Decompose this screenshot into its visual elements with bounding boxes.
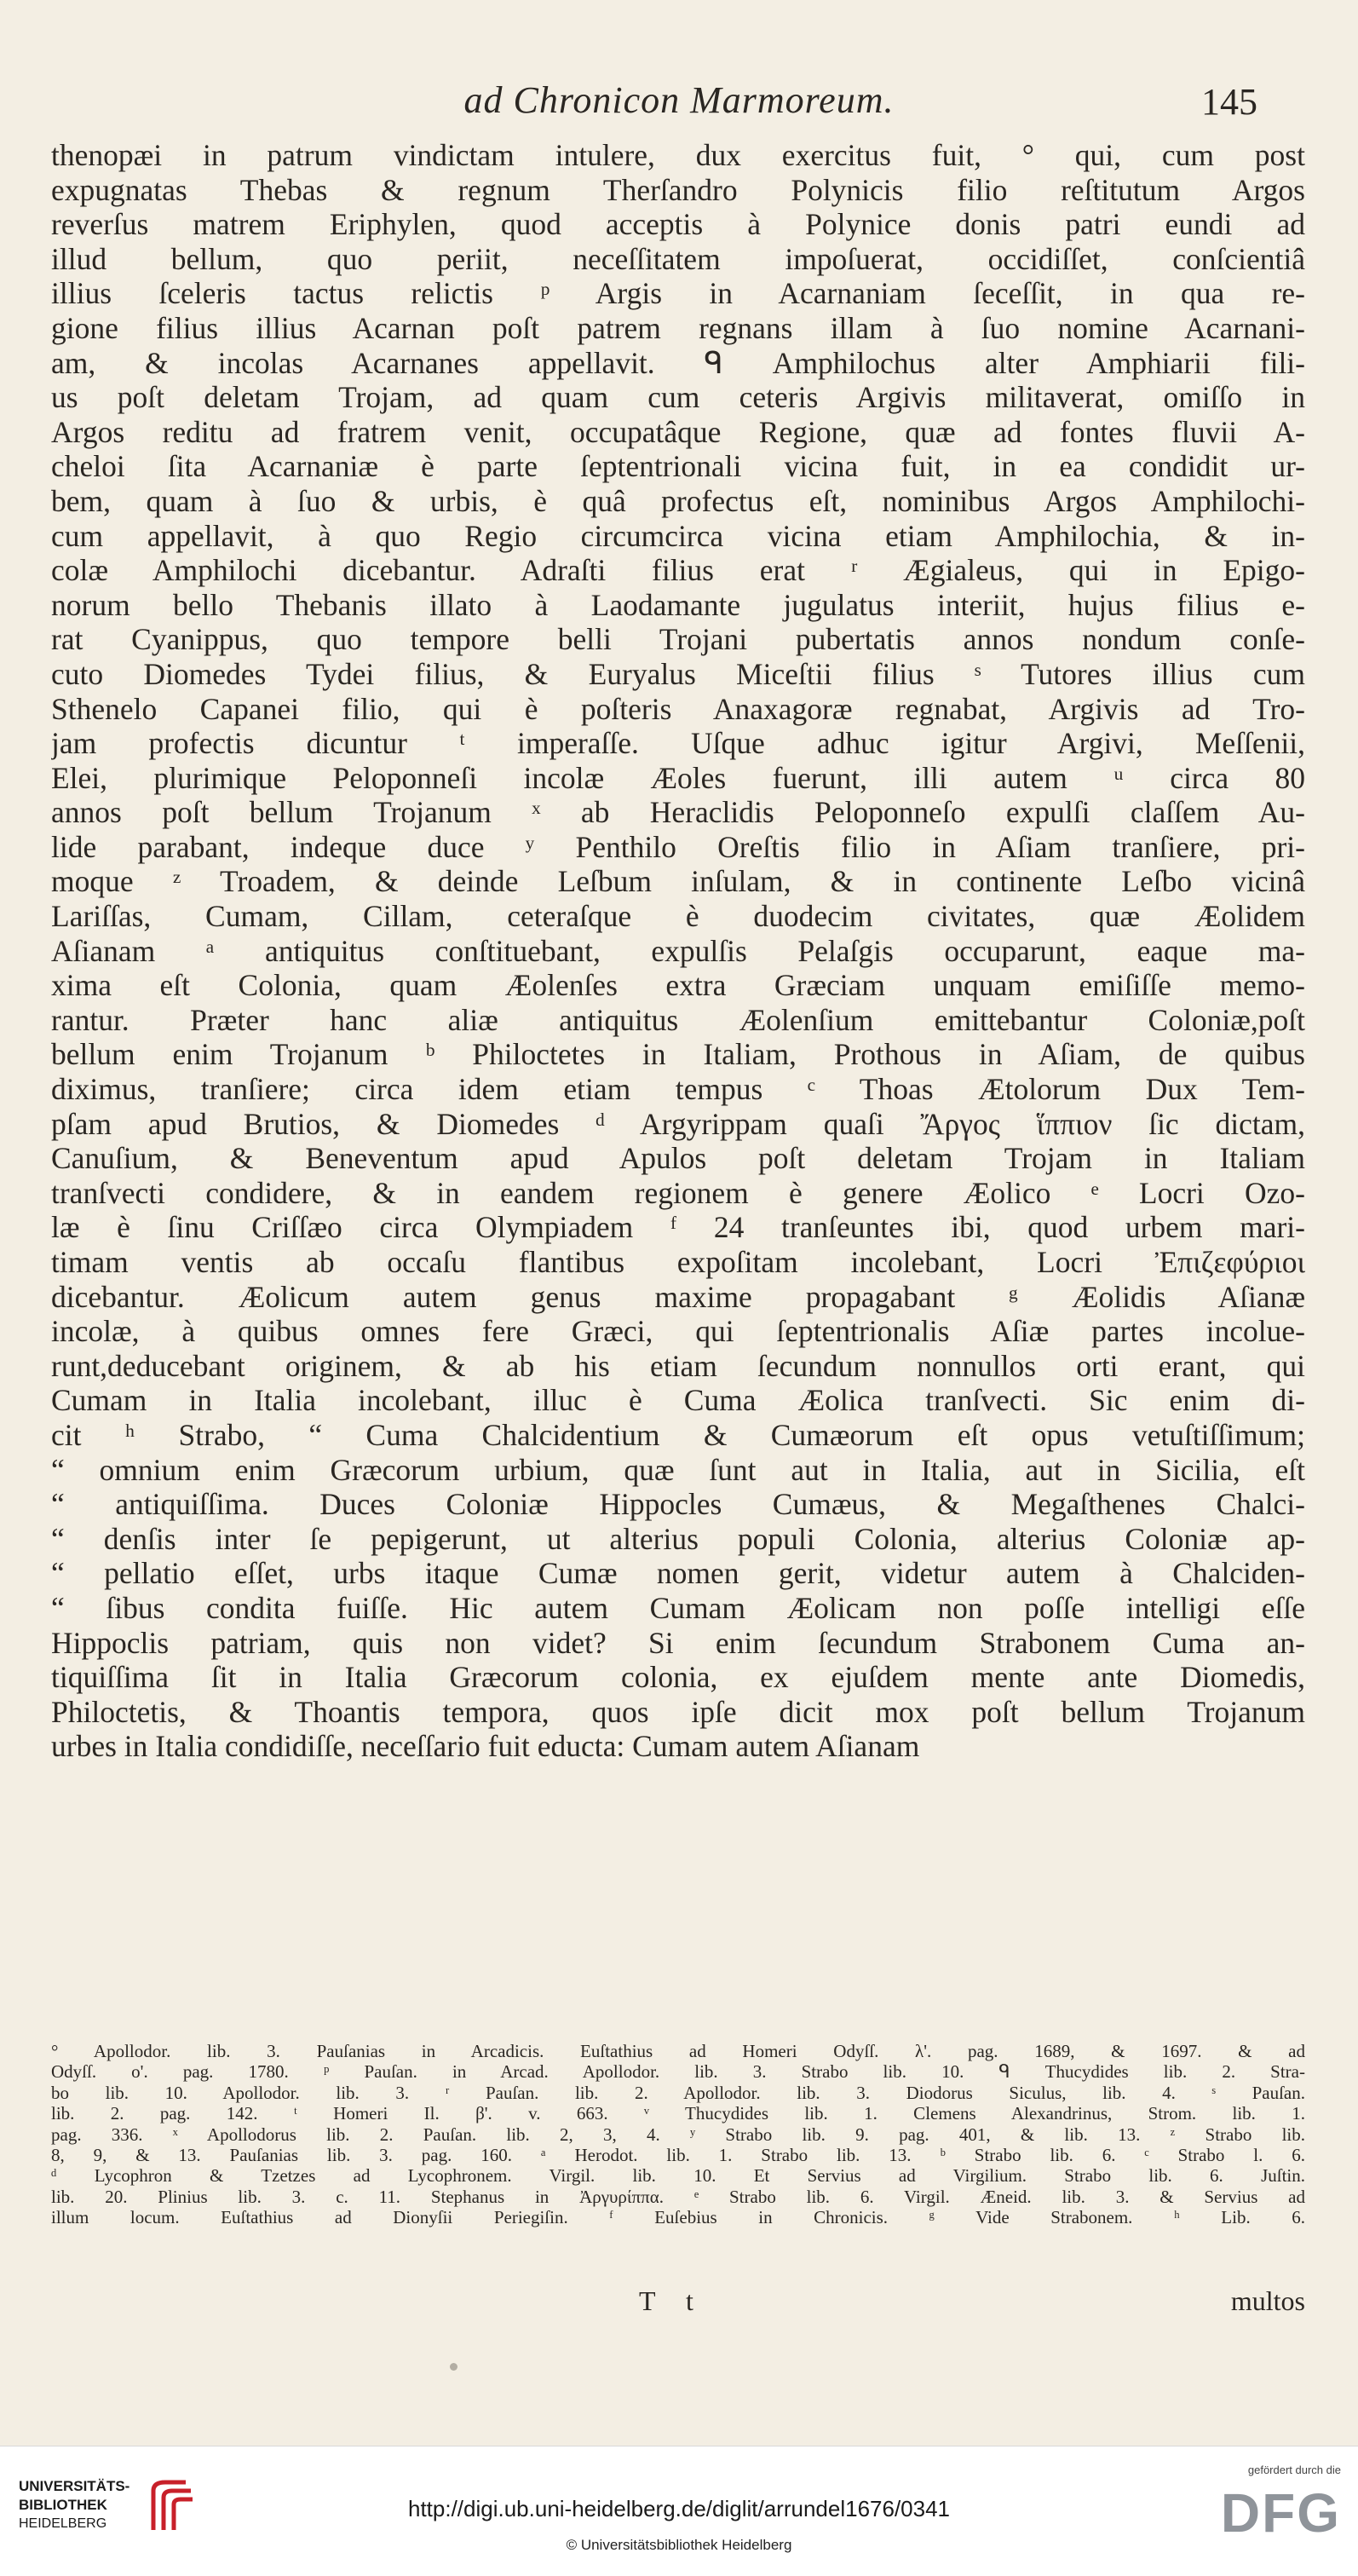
text-line: rat Cyanippus, quo tempore belli Trojani pubertatis annos nondum conſe- bbox=[51, 622, 1305, 657]
text-line: us poſt deletam Trojam, ad quam cum ceteris Argivis militaverat, omiſſo in bbox=[51, 380, 1305, 415]
text-line: Hippoclis patriam, quis non videt? Si enim ſecundum Strabonem Cuma an- bbox=[51, 1625, 1305, 1660]
text-line: Cumam in Italia incolebant, illuc è Cuma Æolica tranſvecti. Sic enim di- bbox=[51, 1383, 1305, 1418]
text-line: xima eſt Colonia, quam Æolenſes extra Græciam unquam emiſiſſe memo- bbox=[51, 968, 1305, 1003]
running-head bbox=[0, 78, 1358, 130]
text-line: tiquiſſima ſit in Italia Græcorum colonia, ex ejuſdem mente ante Diomedis, bbox=[51, 1660, 1305, 1695]
text-line: cum appellavit, à quo Regio circumcirca vicina etiam Amphilochia, & in- bbox=[51, 518, 1305, 553]
library-name-line-1: UNIVERSITÄTS- bbox=[19, 2478, 130, 2494]
text-line: incolæ, à quibus omnes fere Græci, qui ſeptentrionalis Aſiæ partes incolue- bbox=[51, 1314, 1305, 1349]
viewer-footer bbox=[0, 2446, 1358, 2576]
text-line: Elei, plurimique Peloponneſi incolæ Æoles fuerunt, illi autem ᵘ circa 80 bbox=[51, 760, 1305, 795]
permalink-url[interactable]: http://digi.ub.uni-heidelberg.de/diglit/arrundel1676/0341 bbox=[407, 2496, 951, 2521]
running-title: ad Chronicon Marmoreum. bbox=[463, 79, 895, 121]
footnote-line: bo lib. 10. Apollodor. lib. 3. ʳ Pauſan. lib. 2. Apollodor. lib. 3. Diodorus Siculus, lib. 4. ˢ Pauſan. bbox=[51, 2082, 1305, 2103]
text-line: læ è ſinu Criſſæo circa Olympiadem ᶠ 24 tranſeuntes ibi, quod urbem mari- bbox=[51, 1210, 1305, 1245]
text-line: jam profectis dicuntur ᵗ imperaſſe. Uſque adhuc igitur Argivi, Meſſenii, bbox=[51, 726, 1305, 761]
text-line: am, & incolas Acarnanes appellavit. ᑫ Amphilochus alter Amphiarii fili- bbox=[51, 345, 1305, 380]
footnote-line: Odyſſ. ο'. pag. 1780. ᵖ Pauſan. in Arcad. Apollodor. lib. 3. Strabo lib. 10. ᑫ Thucydides lib. 2. Stra- bbox=[51, 2061, 1305, 2083]
copyright-notice: © Universitätsbibliothek Heidelberg bbox=[566, 2537, 792, 2553]
library-name-line-2: BIBLIOTHEK bbox=[19, 2497, 107, 2513]
text-line: diximus, tranſiere; circa idem etiam tempus ᶜ Thoas Ætolorum Dux Tem- bbox=[51, 1072, 1305, 1107]
dfg-logo[interactable] bbox=[1213, 2464, 1341, 2557]
text-line: bem, quam à ſuo & urbis, è quâ profectus eſt, nominibus Argos Amphilochi- bbox=[51, 483, 1305, 518]
text-line: illius ſceleris tactus relictis ᵖ Argis in Acarnaniam ſeceſſit, in qua re- bbox=[51, 276, 1305, 311]
footnote-line: lib. 2. pag. 142. ᵗ Homeri Il. β'. v. 663. ᵛ Thucydides lib. 1. Clemens Alexandrinus, Strom. lib. 1. bbox=[51, 2103, 1305, 2124]
text-line: lide parabant, indeque duce ʸ Penthilo Oreſtis filio in Aſiam tranſiere, pri- bbox=[51, 829, 1305, 864]
text-line: cit ʰ Strabo, “ Cuma Chalcidentium & Cumæorum eſt opus vetuſtiſſimum; bbox=[51, 1417, 1305, 1452]
text-line: runt,deducebant originem, & ab his etiam ſecundum nonnullos orti erant, qui bbox=[51, 1348, 1305, 1383]
text-line: thenopæi in patrum vindictam intulere, dux exercitus fuit, ° qui, cum post bbox=[51, 138, 1305, 172]
text-line: cheloi ſita Acarnaniæ è parte ſeptentrionali vicina fuit, in ea condidit ur- bbox=[51, 449, 1305, 484]
text-line: “ omnium enim Græcorum urbium, quæ ſunt aut in Italia, aut in Sicilia, eſt bbox=[51, 1452, 1305, 1487]
signature-mark: T t bbox=[639, 2285, 705, 2316]
text-line: annos poſt bellum Trojanum ˣ ab Heraclidis Peloponneſo expulſi claſſem Au- bbox=[51, 795, 1305, 830]
text-line: Sthenelo Capanei filio, qui è poſteris Anaxagoræ regnabat, Argivis ad Tro- bbox=[51, 691, 1305, 726]
footnote-line: lib. 20. Plinius lib. 3. c. 11. Stephanus in Ἀργυρίππα. ᵉ Strabo lib. 6. Virgil. Æneid. lib. 3. & Servius ad bbox=[51, 2186, 1305, 2207]
text-line: illud bellum, quo periit, neceſſitatem impoſuerat, occidiſſet, conſcientiâ bbox=[51, 241, 1305, 276]
text-line: pſam apud Brutios, & Diomedes ᵈ Argyrippam quaſi Ἄργος ἵππιον ſic dictam, bbox=[51, 1106, 1305, 1141]
text-line: “ antiquiſſima. Duces Coloniæ Hippocles Cumæus, & Megaſthenes Chalci- bbox=[51, 1487, 1305, 1522]
text-line: colæ Amphilochi dicebantur. Adraſti filius erat ʳ Ægialeus, qui in Epigo- bbox=[51, 553, 1305, 588]
footnotes-block bbox=[51, 2041, 1305, 2228]
footnote-line: 8, 9, & 13. Pauſanias lib. 3. pag. 160. ᵃ Herodot. lib. 1. Strabo lib. 13. ᵇ Strabo lib. 6. ᶜ Strabo l. 6. bbox=[51, 2144, 1305, 2165]
text-line: tranſvecti condidere, & in eandem regionem è genere Æolico ᵉ Locri Ozo- bbox=[51, 1175, 1305, 1210]
footnote-line: ᵈ Lycophron & Tzetzes ad Lycophronem. Virgil. lib. 10. Et Servius ad Virgilium. Strabo lib. 6. Juſtin. bbox=[51, 2165, 1305, 2187]
catchword: multos bbox=[1230, 2285, 1305, 2316]
footnote-line: pag. 336. ˣ Apollodorus lib. 2. Pauſan. lib. 2, 3, 4. ʸ Strabo lib. 9. pag. 401, & lib. 13. ᶻ Strabo lib. bbox=[51, 2124, 1305, 2145]
text-line: Argos reditu ad fratrem venit, occupatâque Regione, quæ ad fontes fluvii A- bbox=[51, 414, 1305, 449]
main-text-block bbox=[51, 138, 1305, 1764]
footnote-line: illum locum. Euſtathius ad Dionyſii Periegiſin. ᶠ Euſebius in Chronicis. ᵍ Vide Strabonem. ʰ Lib. 6. bbox=[51, 2207, 1305, 2228]
text-line: gione filius illius Acarnan poſt patrem regnans illam à ſuo nomine Acarnani- bbox=[51, 310, 1305, 345]
text-line: norum bello Thebanis illato à Laodamante jugulatus interiit, hujus filius e- bbox=[51, 587, 1305, 622]
text-line: bellum enim Trojanum ᵇ Philoctetes in Italiam, Prothous in Aſiam, de quibus bbox=[51, 1037, 1305, 1072]
text-line: expugnatas Thebas & regnum Therſandro Polynicis filio reſtitutum Argos bbox=[51, 172, 1305, 207]
text-line: rantur. Præter hanc aliæ antiquitus Æolenſium emittebantur Coloniæ,poſt bbox=[51, 1002, 1305, 1037]
text-line: “ ſibus condita fuiſſe. Hic autem Cumam Æolicam non poſſe intelligi eſſe bbox=[51, 1590, 1305, 1625]
text-line: Canuſium, & Beneventum apud Apulos poſt deletam Trojam in Italiam bbox=[51, 1141, 1305, 1176]
text-line: urbes in Italia condidiſſe, neceſſario fuit educta: Cumam autem Aſianam bbox=[51, 1729, 920, 1764]
text-line: dicebantur. Æolicum autem genus maxime propagabant ᵍ Æolidis Aſianæ bbox=[51, 1279, 1305, 1314]
library-name-line-3: HEIDELBERG bbox=[19, 2516, 107, 2531]
paper-speck bbox=[450, 2363, 457, 2371]
text-line: moque ᶻ Troadem, & deinde Leſbum inſulam, & in continente Leſbo vicinâ bbox=[51, 864, 1305, 899]
signature-row bbox=[51, 2285, 1305, 2320]
text-line: reverſus matrem Eriphylen, quod acceptis à Polynice donis patri eundi ad bbox=[51, 207, 1305, 242]
dfg-logo-text: DFG bbox=[1220, 2482, 1341, 2544]
text-line: Lariſſas, Cumam, Cillam, ceteraſque è duodecim civitates, quæ Æolidem bbox=[51, 899, 1305, 934]
page-number: 145 bbox=[1201, 81, 1257, 123]
footnote-line: ° Apollodor. lib. 3. Pauſanias in Arcadicis. Euſtathius ad Homeri Odyſſ. λ'. pag. 1689, & 1697. & ad bbox=[51, 2041, 1305, 2061]
text-line: cuto Diomedes Tydei filius, & Euryalus Miceſtii filius ˢ Tutores illius cum bbox=[51, 656, 1305, 691]
text-line: “ denſis inter ſe pepigerunt, ut alterius populi Colonia, alterius Coloniæ ap- bbox=[51, 1521, 1305, 1556]
text-line: timam ventis ab occaſu flantibus expoſitam incolebant, Locri Ἐπιζεφύριοι bbox=[51, 1245, 1305, 1279]
text-line: Aſianam ᵃ antiquitus conſtituebant, expulſis Pelaſgis occuparunt, eaque ma- bbox=[51, 933, 1305, 968]
text-line: Philoctetis, & Thoantis tempora, quos ipſe dicit mox poſt bellum Trojanum bbox=[51, 1694, 1305, 1729]
funder-caption: gefördert durch die bbox=[1247, 2464, 1341, 2476]
text-line: “ pellatio eſſet, urbs itaque Cumæ nomen gerit, videtur autem à Chalciden- bbox=[51, 1556, 1305, 1591]
